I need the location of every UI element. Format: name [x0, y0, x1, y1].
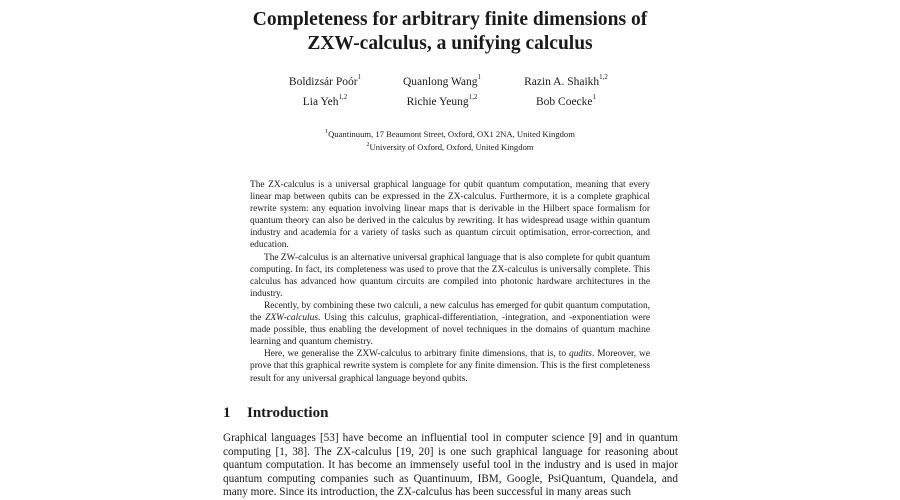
affiliations	[0, 128, 900, 154]
abstract-text: . Using this calculus, graphical-differentiation, -integration, and -exponentiation were made possible, thus enabling the development of novel techniques in the domains of quantum machine learning and quantum chemistry.	[250, 313, 650, 348]
author-affiliation-mark: 1	[592, 93, 597, 102]
affiliation-text: Quantinuum, 17 Beaumont Street, Oxford, OX1 2NA, United Kingdom	[328, 129, 575, 139]
abstract-emphasis: ZXW-calculus	[265, 313, 319, 324]
author-affiliation-mark: 1	[477, 73, 482, 82]
affiliation-text: University of Oxford, Oxford, United Kingdom	[369, 142, 534, 152]
abstract-paragraph: The ZW-calculus is an alternative universal graphical language that is also complete for qubit quantum computing. In fact, its completeness was used to prove that the ZX-calculus is universally complete. This calculus has advanced how quantum circuits are compiled into photonic hardware architectures in the industry.	[250, 252, 650, 299]
section-title: Introduction	[247, 405, 329, 421]
abstract-text: Recently, by combining these two calculi, a new calculus has emerged for qubit quantum computation, the	[250, 300, 650, 324]
section-number: 1	[223, 405, 231, 421]
author-name: Bob Coecke	[535, 96, 593, 108]
author-name: Quanlong Wang	[402, 76, 478, 88]
abstract-text: Here, we generalise the ZXW-calculus to arbitrary finite dimensions, that is, to	[264, 349, 570, 360]
abstract-paragraph	[250, 348, 650, 384]
paper-title-line-2: ZXW-calculus, a unifying calculus	[307, 33, 593, 54]
abstract	[250, 179, 650, 385]
paper-title	[0, 8, 900, 56]
author-affiliation-mark: 1,2	[599, 73, 608, 82]
introduction-paragraph: Graphical languages [53] have become an influential tool in computer science [9] and in quantum computing [1, 38]. The ZX-calculus [19, 20] is one such graphical language for reasoning about quantum computation. It has become an immensely useful tool in the industry and is used in major quantum computing companies such as Quantinuum, IBM, Google, PsiQuantum, Quandela, and many more. Since its introduction, the ZX-calculus has been successful in many areas such	[223, 432, 678, 498]
author-name: Razin A. Shaikh	[524, 76, 600, 88]
affiliation	[0, 141, 900, 154]
abstract-emphasis: qudits	[569, 349, 592, 360]
section-heading	[223, 404, 328, 422]
abstract-paragraph: The ZX-calculus is a universal graphical language for qubit quantum computation, meaning that every linear map between qubits can be expressed in the ZX-calculus. Furthermore, it is a complete graphical rewrite system: any equation involving linear maps that is derivable in the Hilbert space formalism for quantum theory can also be derived in the calculus by rewriting. It has widespread usage within quantum industry and academia for a variety of tasks such as quantum circuit optimisation, error-correction, and education.	[250, 180, 650, 251]
abstract-text: . Moreover, we prove that this graphical rewrite system is complete for any finite dimension. This is the first completeness result for any universal graphical language beyond qubits.	[250, 349, 650, 384]
author	[486, 72, 646, 92]
abstract-paragraph	[250, 300, 650, 348]
author-name: Boldizsár Poór	[288, 76, 358, 88]
author	[486, 92, 646, 112]
introduction-body	[223, 432, 678, 500]
author-name: Lia Yeh	[302, 96, 339, 108]
author-affiliation-mark: 1,2	[468, 93, 478, 102]
author-affiliation-mark: 1,2	[338, 93, 348, 102]
affiliation	[0, 128, 900, 141]
author-name: Richie Yeung	[406, 96, 469, 108]
affiliation-number: 2	[366, 142, 370, 149]
author-affiliation-mark: 1	[357, 73, 362, 82]
paper-title-line-1: Completeness for arbitrary finite dimensions of	[252, 9, 648, 30]
affiliation-number: 1	[325, 129, 329, 136]
